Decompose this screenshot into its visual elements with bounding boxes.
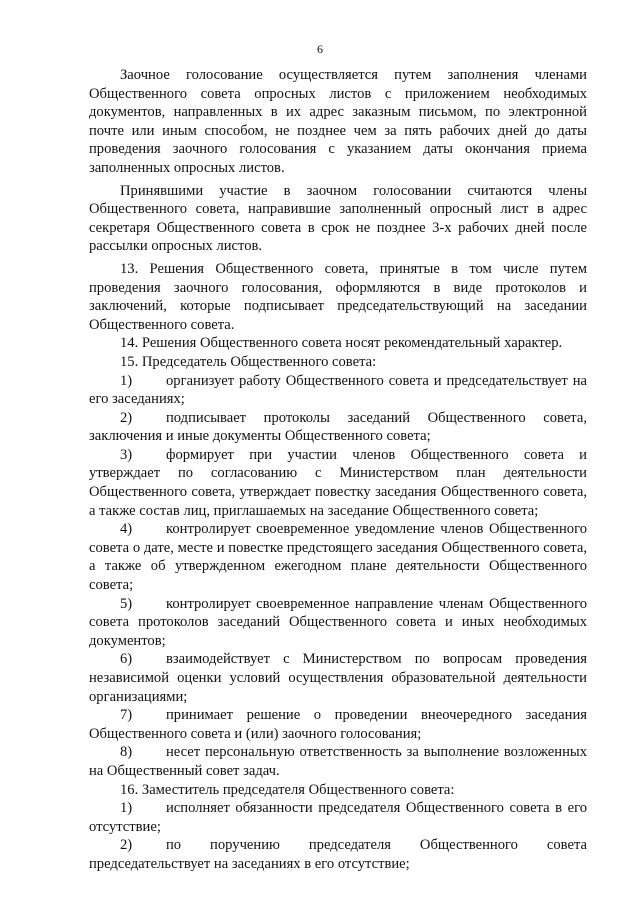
paragraph-absentee-voting: Заочное голосование осуществляется путем заполнения членами Общественного совета опросных листов с приложением необходимых документов, направленных в их адрес заказным письмом, по электронной почте или иным способом, не позднее чем за пять рабочих дней до даты проведения заочного голосования с указанием даты окончания приема заполненных опросных листов. — [89, 67, 587, 176]
item-text: контролирует своевременное уведомление членов Общественного совета о дате, месте и повестке предстоящего заседания Общественного совета, а также об утвержденном ежегодном плане деятельности Общественного совета; — [89, 521, 587, 594]
chairman-duties-list — [89, 372, 587, 781]
paragraph-16: 16. Заместитель председателя Общественного совета: — [120, 781, 455, 798]
item-number: 8) — [120, 744, 133, 761]
item-text: контролирует своевременное направление членам Общественного совета протоколов заседаний Общественного совета и иных необходимых документов; — [89, 595, 587, 649]
list-item — [89, 409, 587, 446]
item-number: 1) — [120, 372, 133, 389]
paragraph-participants: Принявшими участие в заочном голосовании считаются члены Общественного совета, направившие заполненный опросный лист в адрес секретаря Общественного совета в срок не позднее 3-х рабочих дней после рассылки опросных листов. — [89, 182, 587, 255]
item-text: принимает решение о проведении внеочередного заседания Общественного совета и (или) заочного голосования; — [89, 707, 587, 742]
item-number: 5) — [120, 595, 133, 612]
item-text: несет персональную ответственность за выполнение возложенных на Общественный совет задач. — [89, 744, 587, 779]
item-number: 6) — [120, 651, 133, 668]
paragraph-15: 15. Председатель Общественного совета: — [120, 353, 377, 370]
deputy-duties-list — [89, 799, 587, 873]
list-item — [89, 799, 587, 836]
paragraph-14: 14. Решения Общественного совета носят рекомендательный характер. — [120, 335, 563, 352]
item-number: 4) — [120, 521, 133, 538]
item-number: 1) — [120, 800, 133, 817]
list-item — [89, 595, 587, 651]
list-item — [89, 836, 587, 873]
list-item — [89, 706, 587, 743]
item-number: 7) — [120, 707, 133, 724]
list-item — [89, 520, 587, 594]
item-number: 2) — [120, 409, 133, 426]
document-body — [89, 66, 587, 874]
item-text: исполняет обязанности председателя Общественного совета в его отсутствие; — [89, 800, 587, 835]
list-item — [89, 372, 587, 409]
item-text: формирует при участии членов Общественного совета и утверждает по согласованию с Министерством план деятельности Общественного совета, утверждает повестку заседания Общественного совета, а также состав лиц, приглашаемых на заседание Общественного совета; — [89, 446, 587, 519]
item-number: 2) — [120, 837, 133, 854]
item-text: организует работу Общественного совета и председательствует на его заседаниях; — [89, 372, 587, 408]
list-item — [89, 650, 587, 706]
item-text: по поручению председателя Общественного совета председательствует на заседаниях в его отсутствие; — [89, 837, 587, 872]
item-number: 3) — [120, 446, 133, 463]
page-number: 6 — [317, 42, 323, 56]
paragraph-13: 13. Решения Общественного совета, принятые в том числе путем проведения заочного голосования, оформляются в виде протоколов и заключений, которые подписывает председательствующий на заседании Общественного совета. — [89, 260, 587, 333]
list-item — [89, 743, 587, 780]
list-item — [89, 446, 587, 520]
item-text: взаимодействует с Министерством по вопросам проведения независимой оценки условий осуществления образовательной деятельности организациями; — [89, 651, 587, 705]
item-text: подписывает протоколы заседаний Общественного совета, заключения и иные документы Общественного совета; — [89, 409, 587, 445]
